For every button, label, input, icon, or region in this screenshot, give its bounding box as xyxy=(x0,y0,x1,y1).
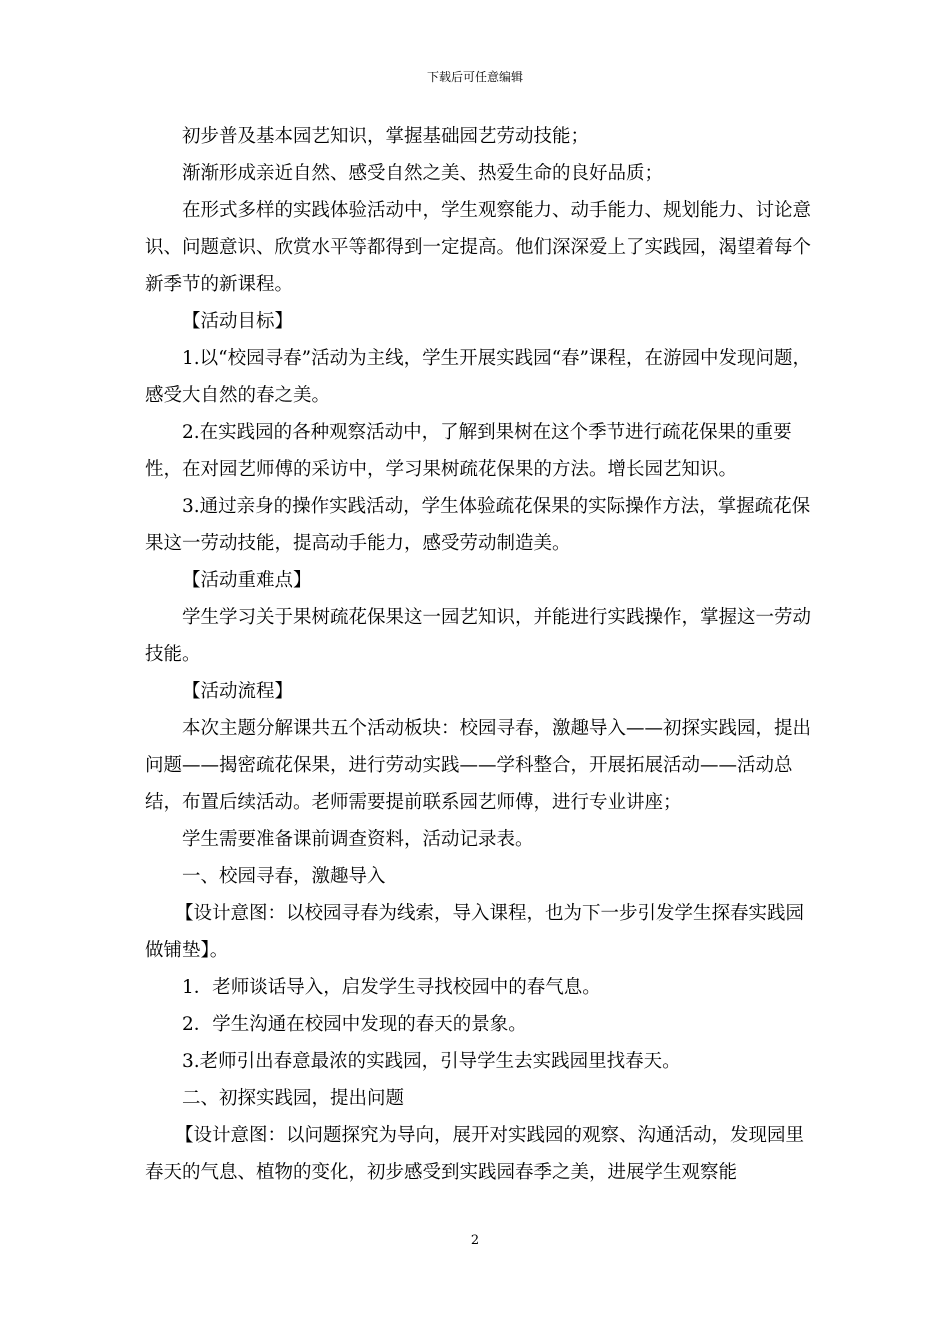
paragraph: 【设计意图：以问题探究为导向，展开对实践园的观察、沟通活动，发现园里春天的气息、植物的变化，初步感受到实践园春季之美，进展学生观察能 xyxy=(145,1125,805,1183)
paragraph: 3.通过亲身的操作实践活动，学生体验疏花保果的实际操作方法，掌握疏花保果这一劳动技能，提高动手能力，感受劳动制造美。 xyxy=(145,496,811,554)
paragraph: 3.老师引出春意最浓的实践园，引导学生去实践园里找春天。 xyxy=(182,1051,681,1072)
paragraph: 2．学生沟通在校园中发现的春天的景象。 xyxy=(182,1014,527,1035)
section-heading: 二、初探实践园，提出问题 xyxy=(182,1088,405,1109)
paragraph: 在形式多样的实践体验活动中，学生观察能力、动手能力、规划能力、讨论意识、问题意识、欣赏水平等都得到一定提高。他们深深爱上了实践园，渴望着每个新季节的新课程。 xyxy=(145,200,812,295)
paragraph: 学生学习关于果树疏花保果这一园艺知识，并能进行实践操作，掌握这一劳动技能。 xyxy=(145,607,812,665)
paragraph: 学生需要准备课前调查资料，活动记录表。 xyxy=(182,829,534,850)
paragraph: 1．老师谈话导入，启发学生寻找校园中的春气息。 xyxy=(182,977,601,998)
page-number: 2 xyxy=(470,1233,480,1248)
paragraph: 【设计意图：以校园寻春为线索，导入课程，也为下一步引发学生探春实践园做铺垫】。 xyxy=(145,903,805,961)
paragraph: 初步普及基本园艺知识，掌握基础园艺劳动技能； xyxy=(182,126,590,147)
paragraph: 渐渐形成亲近自然、感受自然之美、热爱生命的良好品质； xyxy=(182,163,664,184)
section-heading: 【活动流程】 xyxy=(182,681,294,702)
section-heading: 一、校园寻春，激趣导入 xyxy=(182,866,386,887)
page-header: 下载后可任意编辑 xyxy=(426,70,523,84)
document-body xyxy=(145,118,811,1191)
paragraph: 1.以“校园寻春”活动为主线，学生开展实践园“春”课程，在游园中发现问题，感受大自然的春之美。 xyxy=(145,348,811,406)
paragraph: 本次主题分解课共五个活动板块：校园寻春，激趣导入——初探实践园，提出问题——揭密疏花保果，进行劳动实践——学科整合，开展拓展活动——活动总结，布置后续活动。老师需要提前联系园艺师傅，进行专业讲座； xyxy=(145,718,812,813)
paragraph: 2.在实践园的各种观察活动中，了解到果树在这个季节进行疏花保果的重要性，在对园艺师傅的采访中，学习果树疏花保果的方法。增长园艺知识。 xyxy=(145,422,792,480)
section-heading: 【活动重难点】 xyxy=(182,570,312,591)
section-heading: 【活动目标】 xyxy=(182,311,294,332)
